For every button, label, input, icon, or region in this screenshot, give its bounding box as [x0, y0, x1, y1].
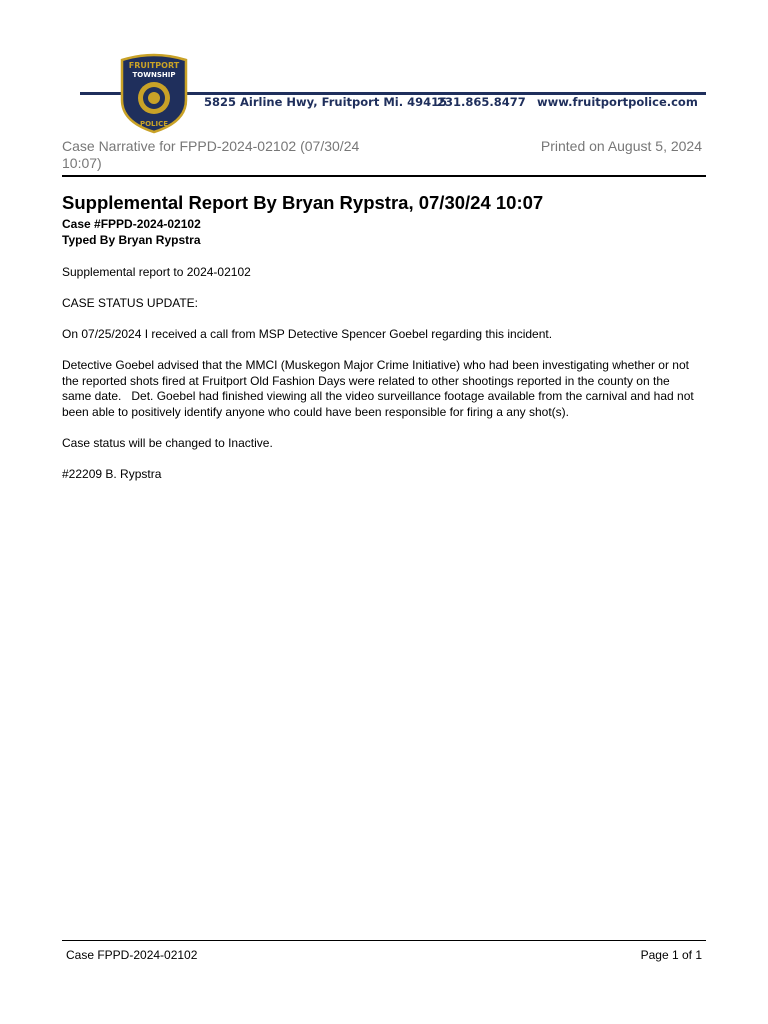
- paragraph-line: the reported shots fired at Fruitport Old Fashion Days were related to other shootings reported in the county on the: [62, 373, 670, 388]
- paragraph-call-received: On 07/25/2024 I received a call from MSP Detective Spencer Goebel regarding this incident.: [62, 327, 553, 341]
- header-rule: [62, 175, 706, 177]
- case-narrative-line-2: 10:07): [62, 155, 102, 171]
- paragraph-line: been able to positively identify anyone who could have been responsible for firing a any shot(s).: [62, 404, 569, 419]
- footer-page-number: Page 1 of 1: [640, 948, 702, 962]
- footer-case-number: Case FPPD-2024-02102: [66, 948, 198, 962]
- paragraph-case-status: Case status will be changed to Inactive.: [62, 436, 273, 450]
- letterhead-phone: 231.865.8477: [437, 95, 526, 109]
- paragraph-signature: #22209 B. Rypstra: [62, 467, 162, 481]
- badge-text-fruitport: FRUITPORT: [128, 61, 180, 70]
- paragraph-line: Detective Goebel advised that the MMCI (Muskegon Major Crime Initiative) who had been investigating whether or not: [62, 358, 689, 372]
- paragraph-supplemental: Supplemental report to 2024-02102: [62, 265, 251, 279]
- paragraph-investigation-details: [62, 358, 708, 420]
- footer-rule: [62, 940, 706, 941]
- case-narrative-heading: [62, 138, 392, 172]
- police-badge-logo: [118, 52, 190, 134]
- badge-text-township: TOWNSHIP: [132, 71, 176, 79]
- letterhead-website: www.fruitportpolice.com: [537, 95, 698, 109]
- paragraph-line: same date. Det. Goebel had finished viewing all the video surveillance footage available from the carnival and had not: [62, 389, 694, 403]
- typed-by: Typed By Bryan Rypstra: [62, 233, 201, 247]
- badge-text-police: POLICE: [139, 120, 169, 128]
- case-narrative-line-1: Case Narrative for FPPD-2024-02102 (07/30/24: [62, 138, 360, 154]
- report-title: Supplemental Report By Bryan Rypstra, 07/30/24 10:07: [62, 192, 544, 213]
- case-number: Case #FPPD-2024-02102: [62, 217, 201, 231]
- paragraph-status-heading: CASE STATUS UPDATE:: [62, 296, 199, 310]
- letterhead-address: 5825 Airline Hwy, Fruitport Mi. 49415: [204, 95, 448, 109]
- printed-on-date: Printed on August 5, 2024: [540, 138, 702, 154]
